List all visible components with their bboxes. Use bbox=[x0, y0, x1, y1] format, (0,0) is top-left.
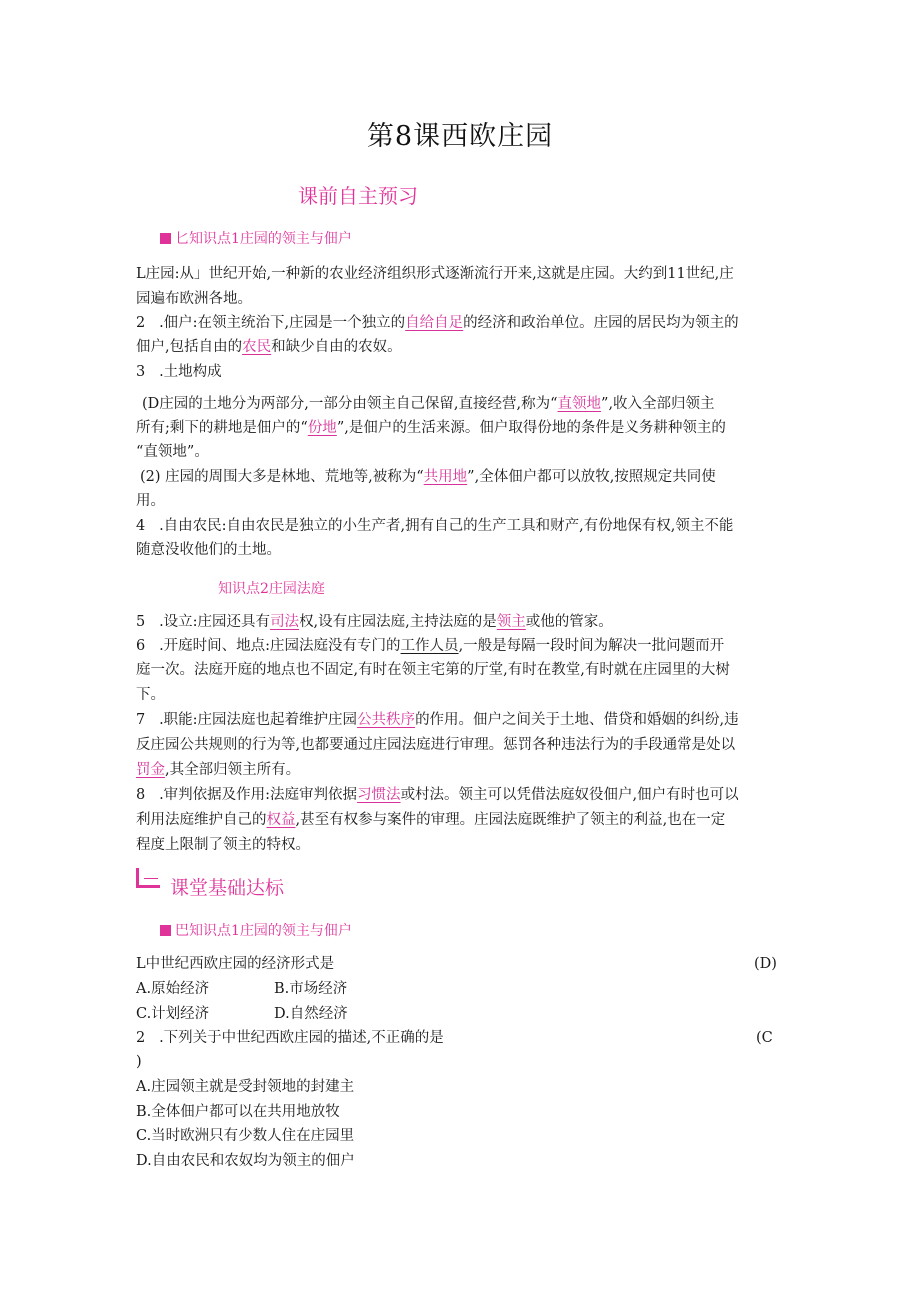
answer-blank: 司法 bbox=[270, 614, 300, 630]
class-heading: 课堂基础达标 bbox=[170, 877, 285, 899]
answer-blank: 直领地 bbox=[557, 396, 602, 412]
item-3-text: .土地构成 bbox=[159, 364, 222, 380]
question-1-option-d: D.自然经济 bbox=[274, 1006, 348, 1022]
item-3-2-text: (2) 庄园的周围大多是林地、荒地等,被称为“ bbox=[140, 469, 424, 485]
question-2-stem bbox=[136, 1026, 444, 1051]
knowledge-point-2-heading: 知识点2庄园法庭 bbox=[218, 581, 325, 597]
item-7-text: ,其全部归领主所有。 bbox=[165, 762, 301, 778]
item-7-line-2: 反庄园公共规则的行为等,也都要通过庄园法庭进行审理。惩罚各种违法行为的手段通常是处以 bbox=[136, 737, 736, 753]
answer-blank: 份地 bbox=[307, 420, 337, 436]
item-8-number: 8 bbox=[136, 787, 146, 803]
question-2-option-a: A.庄园领主就是受封领地的封建主 bbox=[136, 1079, 355, 1095]
question-1-option-b: B.市场经济 bbox=[274, 981, 348, 997]
item-2-text: .佃户:在领主统治下,庄园是一个独立的 bbox=[159, 315, 406, 331]
question-2-answer-close: ) bbox=[136, 1054, 142, 1070]
item-4-line-1 bbox=[136, 514, 733, 539]
item-3-1-text: (D庄园的土地分为两部分,一部分由领主自己保留,直接经营,称为“ bbox=[142, 396, 558, 412]
item-2-number: 2 bbox=[136, 315, 146, 331]
item-5-text: .设立:庄园还具有 bbox=[159, 614, 271, 630]
kp3-label: 巴知识点1庄园的领主与佃户 bbox=[175, 923, 352, 939]
item-3-1-line-3: “直领地”。 bbox=[136, 444, 209, 460]
item-2-line-1 bbox=[136, 311, 739, 336]
item-6-line-1 bbox=[136, 634, 724, 659]
item-2-text: 佃户,包括自由的 bbox=[136, 339, 243, 355]
question-1-option-c: C.计划经济 bbox=[136, 1006, 210, 1022]
item-3-2-line-2: 用。 bbox=[136, 493, 165, 509]
item-5-number: 5 bbox=[136, 614, 146, 630]
answer-blank: 习惯法 bbox=[357, 787, 401, 803]
item-5-text: 或他的管家。 bbox=[525, 614, 613, 630]
question-1-answer: (D) bbox=[754, 956, 777, 972]
kp1-label: 匕知识点1庄园的领主与佃户 bbox=[175, 231, 352, 247]
item-8-line-2 bbox=[136, 808, 725, 833]
item-1-line-1: L庄园:从」世纪开始,一种新的农业经济组织形式逐渐流行开来,这就是庄园。大约到11世纪,庄 bbox=[136, 266, 734, 282]
answer-blank: 权益 bbox=[266, 812, 296, 828]
knowledge-point-1-heading bbox=[160, 228, 352, 248]
item-2-line-2 bbox=[136, 335, 402, 360]
item-7-text: 的作用。佃户之间关于土地、借贷和婚姻的纠纷,违 bbox=[415, 712, 739, 728]
question-2-number: 2 bbox=[136, 1030, 146, 1046]
answer-blank: 共用地 bbox=[423, 469, 468, 485]
page-title: 第8课西欧庄园 bbox=[366, 121, 554, 152]
question-2-option-c: C.当时欧洲只有少数人住在庄园里 bbox=[136, 1128, 355, 1144]
answer-blank: 领主 bbox=[496, 614, 526, 630]
question-1-option-a: A.原始经济 bbox=[136, 981, 210, 997]
item-3-1-text: ”,是佃户的生活来源。佃户取得份地的条件是义务耕种领主的 bbox=[336, 420, 726, 436]
item-3-2-line-1 bbox=[140, 465, 716, 490]
item-8-line-3: 程度上限制了领主的特权。 bbox=[136, 837, 310, 853]
item-3-2-text: ”,全体佃户都可以放牧,按照规定共同使 bbox=[467, 469, 716, 485]
knowledge-point-3-heading bbox=[160, 920, 352, 940]
answer-blank: 公共秩序 bbox=[357, 712, 416, 728]
item-5-text: 权,设有庄园法庭,主持法庭的是 bbox=[299, 614, 497, 630]
question-2-answer: (C bbox=[756, 1030, 773, 1046]
item-6-text: .开庭时间、地点:庄园法庭没有专门的 bbox=[159, 638, 401, 654]
answer-blank: 罚金 bbox=[136, 762, 165, 778]
item-6-text: ,一般是每隔一段时间为解决一批问题而开 bbox=[458, 638, 725, 654]
preview-heading: 课前自主预习 bbox=[298, 184, 418, 208]
item-6-line-3: 下。 bbox=[136, 687, 165, 703]
item-2-text: 和缺少自由的农奴。 bbox=[271, 339, 402, 355]
item-8-text: 利用法庭维护自己的 bbox=[136, 812, 267, 828]
question-1-stem: L中世纪西欧庄园的经济形式是 bbox=[136, 956, 335, 972]
item-7-text: .职能:庄园法庭也起着维护庄园 bbox=[159, 712, 358, 728]
item-8-text: .审判依据及作用:法庭审判依据 bbox=[159, 787, 358, 803]
answer-blank: 自给自足 bbox=[405, 315, 464, 331]
item-7-line-1 bbox=[136, 708, 739, 733]
square-bullet-icon bbox=[160, 925, 171, 936]
item-8-text: ,甚至有权参与案件的审理。庄园法庭既维护了领主的利益,也在一定 bbox=[295, 812, 726, 828]
item-3-1-line-2 bbox=[136, 416, 726, 441]
item-5-line bbox=[136, 610, 613, 635]
item-2-text: 的经济和政治单位。庄园的居民均为领主的 bbox=[463, 315, 739, 331]
item-7-number: 7 bbox=[136, 712, 146, 728]
item-3-number: 3 bbox=[136, 364, 146, 380]
question-2-text: .下列关于中世纪西欧庄园的描述,不正确的是 bbox=[159, 1030, 444, 1046]
section-corner-icon bbox=[136, 868, 160, 888]
item-3-1-line-1 bbox=[142, 392, 715, 417]
item-4-line-2: 随意没收他们的土地。 bbox=[136, 542, 281, 558]
item-8-line-1 bbox=[136, 783, 739, 808]
answer-blank: 工作人员 bbox=[400, 638, 459, 654]
answer-blank: 农民 bbox=[242, 339, 272, 355]
item-8-text: 或村法。领主可以凭借法庭奴役佃户,佃户有时也可以 bbox=[400, 787, 739, 803]
item-4-text: .自由农民:自由农民是独立的小生产者,拥有自己的生产工具和财产,有份地保有权,领主不能 bbox=[159, 518, 734, 534]
item-3-1-text: ”,收入全部归领主 bbox=[601, 396, 715, 412]
question-2-option-b: B.全体佃户都可以在共用地放牧 bbox=[136, 1104, 340, 1120]
item-3-1-text: 所有;剩下的耕地是佃户的“ bbox=[136, 420, 308, 436]
item-3-heading bbox=[136, 360, 222, 385]
question-2-option-d: D.自由农民和农奴均为领主的佃户 bbox=[136, 1153, 355, 1169]
square-bullet-icon bbox=[160, 233, 171, 244]
item-6-line-2: 庭一次。法庭开庭的地点也不固定,有时在领主宅第的厅堂,有时在教堂,有时就在庄园里的大树 bbox=[136, 662, 730, 678]
item-4-number: 4 bbox=[136, 518, 146, 534]
item-6-number: 6 bbox=[136, 638, 146, 654]
item-7-line-3 bbox=[136, 758, 300, 783]
item-1-line-2: 园遍布欧洲各地。 bbox=[136, 291, 252, 307]
